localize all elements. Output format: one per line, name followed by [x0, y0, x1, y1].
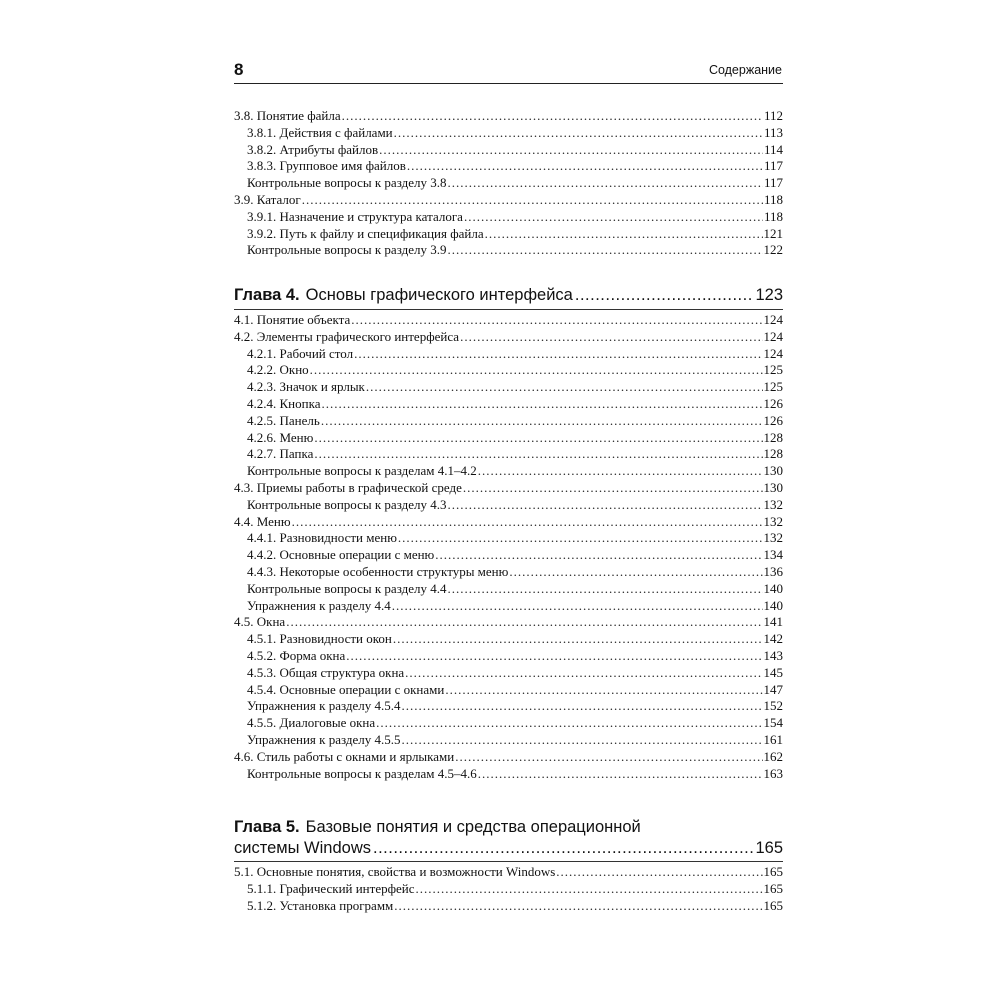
toc-entry-page: 117 — [763, 158, 783, 174]
toc-entry-page: 118 — [763, 208, 783, 224]
toc-entry[interactable] — [234, 379, 783, 396]
toc-entry[interactable] — [234, 209, 783, 226]
toc-entry-page: 165 — [763, 864, 783, 879]
toc-entry[interactable] — [234, 413, 783, 430]
toc-entry[interactable] — [234, 125, 783, 142]
toc-entry[interactable] — [234, 581, 783, 598]
toc-entry[interactable] — [234, 732, 783, 749]
toc-entry-page: 126 — [763, 395, 783, 411]
toc-entry-page: 117 — [763, 175, 783, 191]
leader-dots — [447, 175, 763, 192]
toc-entry-page: 152 — [763, 698, 783, 714]
leader-dots — [321, 413, 763, 430]
toc-entry[interactable] — [234, 480, 783, 497]
toc-section-4 — [234, 312, 783, 782]
toc-entry-page: 113 — [763, 124, 783, 140]
toc-entry[interactable] — [234, 631, 783, 648]
toc-entry[interactable] — [234, 614, 783, 631]
toc-entry-page: 125 — [763, 379, 783, 395]
toc-entry-page: 154 — [763, 715, 783, 731]
toc-entry-page: 145 — [763, 664, 783, 680]
leader-dots — [464, 209, 763, 226]
leader-dots — [286, 614, 762, 631]
toc-entry-title: 4.2.2. Окно — [247, 362, 309, 378]
chapter-label: Глава 5. — [234, 818, 300, 836]
toc-entry[interactable] — [234, 362, 783, 379]
toc-entry[interactable] — [234, 898, 783, 915]
leader-dots — [373, 838, 753, 859]
chapter-4-heading[interactable] — [234, 285, 783, 306]
leader-dots — [398, 530, 763, 547]
toc-entry-page: 124 — [763, 328, 783, 344]
toc-entry-page: 130 — [763, 463, 783, 479]
toc-entry-page: 143 — [763, 647, 783, 663]
chapter-page: 165 — [755, 839, 783, 857]
toc-entry-page: 165 — [763, 897, 783, 913]
toc-entry-page: 130 — [763, 479, 783, 495]
leader-dots — [366, 379, 763, 396]
toc-entry[interactable] — [234, 108, 783, 125]
toc-entry[interactable] — [234, 346, 783, 363]
toc-entry-title: 4.2.4. Кнопка — [247, 395, 321, 411]
toc-entry[interactable] — [234, 329, 783, 346]
leader-dots — [392, 598, 763, 615]
toc-entry-title: 4.2.6. Меню — [247, 429, 314, 445]
toc-entry-page: 147 — [763, 681, 783, 697]
toc-entry-title: 4.5.4. Основные операции с окнами — [247, 681, 445, 697]
leader-dots — [302, 192, 763, 209]
toc-entry-title: Контрольные вопросы к разделу 4.4 — [247, 580, 447, 596]
leader-dots — [342, 108, 763, 125]
leader-dots — [447, 242, 762, 259]
toc-entry-title: 4.1. Понятие объекта — [234, 312, 351, 327]
chapter-title: Основы графического интерфейса — [305, 286, 573, 304]
leader-dots — [435, 547, 762, 564]
toc-entry[interactable] — [234, 242, 783, 259]
leader-dots — [402, 732, 763, 749]
toc-entry-title: 4.6. Стиль работы с окнами и ярлыками — [234, 748, 455, 764]
toc-entry-page: 125 — [763, 362, 783, 378]
toc-entry-title: 5.1.1. Графический интерфейс — [247, 880, 415, 896]
toc-entry-title: 5.1.2. Установка программ — [247, 897, 394, 913]
toc-entry[interactable] — [234, 682, 783, 699]
toc-entry-title: 3.9. Каталог — [234, 191, 301, 207]
toc-entry-title: 3.9.1. Назначение и структура каталога — [247, 208, 463, 224]
toc-entry-title: 4.4.3. Некоторые особенности структуры меню — [247, 563, 509, 579]
toc-entry-title: Контрольные вопросы к разделу 4.3 — [247, 496, 447, 512]
chapter-title-line1: Базовые понятия и средства операционной — [305, 818, 641, 836]
toc-entry[interactable] — [234, 192, 783, 209]
toc-entry-page: 165 — [763, 880, 783, 896]
toc-entry-title: 4.2.1. Рабочий стол — [247, 345, 354, 361]
toc-entry[interactable] — [234, 497, 783, 514]
toc-entry[interactable] — [234, 175, 783, 192]
leader-dots — [402, 698, 763, 715]
toc-entry-page: 124 — [763, 345, 783, 361]
leader-dots — [447, 497, 762, 514]
leader-dots — [485, 226, 763, 243]
leader-dots — [379, 142, 763, 159]
toc-entry[interactable] — [234, 142, 783, 159]
leader-dots — [575, 285, 754, 306]
leader-dots — [354, 346, 762, 363]
toc-entry-title: Контрольные вопросы к разделам 4.1–4.2 — [247, 463, 477, 479]
toc-entry-title: 3.8.1. Действия с файлами — [247, 124, 393, 140]
toc-entry[interactable] — [234, 312, 783, 329]
leader-dots — [314, 430, 762, 447]
toc-entry-page: 136 — [763, 563, 783, 579]
leader-dots — [376, 715, 762, 732]
toc-entry-title: 4.2.5. Панель — [247, 412, 320, 428]
toc-entry[interactable] — [234, 158, 783, 175]
toc-entry-title: 5.1. Основные понятия, свойства и возможности Windows — [234, 864, 556, 879]
chapter-5-heading[interactable] — [234, 817, 783, 859]
leader-dots — [394, 125, 763, 142]
header-rule — [234, 83, 783, 84]
leader-dots — [445, 682, 762, 699]
toc-entry[interactable] — [234, 564, 783, 581]
toc-entry-title: 4.3. Приемы работы в графической среде — [234, 479, 462, 495]
chapter-4-rule — [234, 309, 783, 310]
leader-dots — [346, 648, 762, 665]
toc-entry-page: 126 — [763, 412, 783, 428]
toc-entry-title: 4.2. Элементы графического интерфейса — [234, 328, 460, 344]
toc-entry-title: 4.4. Меню — [234, 513, 291, 529]
leader-dots — [321, 396, 762, 413]
toc-section-3 — [234, 108, 783, 259]
toc-entry-title: 4.2.3. Значок и ярлык — [247, 379, 365, 395]
toc-entry-page: 132 — [763, 496, 783, 512]
leader-dots — [393, 631, 763, 648]
toc-entry-page: 163 — [763, 765, 783, 781]
toc-entry-title: 3.9.2. Путь к файлу и спецификация файла — [247, 225, 484, 241]
toc-entry[interactable] — [234, 396, 783, 413]
toc-entry-title: 3.8.2. Атрибуты файлов — [247, 141, 379, 157]
toc-entry-page: 128 — [763, 446, 783, 462]
toc-entry[interactable] — [234, 766, 783, 783]
leader-dots — [447, 581, 762, 598]
toc-section-5 — [234, 864, 783, 914]
toc-entry-page: 161 — [763, 731, 783, 747]
toc-entry-title: 3.8.3. Групповое имя файлов — [247, 158, 406, 174]
toc-entry[interactable] — [234, 226, 783, 243]
chapter-title-line2: системы Windows — [234, 839, 371, 857]
toc-entry[interactable] — [234, 530, 783, 547]
chapter-label: Глава 4. — [234, 286, 300, 304]
toc-entry[interactable] — [234, 446, 783, 463]
toc-entry-page: 162 — [763, 748, 783, 764]
toc-entry-page: 132 — [763, 513, 783, 529]
toc-entry-page: 122 — [763, 242, 783, 258]
toc-entry-page: 112 — [763, 108, 783, 123]
toc-entry-page: 140 — [763, 597, 783, 613]
leader-dots — [478, 463, 763, 480]
toc-entry-page: 128 — [763, 429, 783, 445]
toc-entry-title: 4.5.3. Общая структура окна — [247, 664, 405, 680]
leader-dots — [407, 158, 763, 175]
toc-entry[interactable] — [234, 715, 783, 732]
toc-entry-page: 140 — [763, 580, 783, 596]
toc-entry-title: 4.2.7. Папка — [247, 446, 314, 462]
leader-dots — [455, 749, 762, 766]
toc-entry[interactable] — [234, 547, 783, 564]
toc-entry[interactable] — [234, 698, 783, 715]
toc-entry-title: 4.4.2. Основные операции с меню — [247, 547, 435, 563]
toc-entry-page: 141 — [763, 614, 783, 630]
toc-entry-title: Упражнения к разделу 4.5.4 — [247, 698, 401, 714]
toc-entry[interactable] — [234, 514, 783, 531]
leader-dots — [416, 881, 763, 898]
toc-entry-title: 4.5.2. Форма окна — [247, 647, 346, 663]
toc-entry[interactable] — [234, 881, 783, 898]
toc-entry[interactable] — [234, 749, 783, 766]
toc-entry[interactable] — [234, 430, 783, 447]
toc-entry[interactable] — [234, 463, 783, 480]
toc-entry-title: Упражнения к разделу 4.4 — [247, 597, 391, 613]
toc-entry-title: 4.5. Окна — [234, 614, 286, 630]
toc-entry-title: 4.5.1. Разновидности окон — [247, 631, 392, 647]
toc-entry-page: 142 — [763, 631, 783, 647]
toc-entry-title: 4.4.1. Разновидности меню — [247, 530, 397, 546]
chapter-page: 123 — [755, 286, 783, 304]
chapter-5-rule — [234, 861, 783, 862]
leader-dots — [405, 665, 762, 682]
leader-dots — [509, 564, 762, 581]
toc-entry-title: Контрольные вопросы к разделу 3.9 — [247, 242, 447, 258]
toc-entry[interactable] — [234, 665, 783, 682]
toc-entry-page: 134 — [763, 547, 783, 563]
leader-dots — [460, 329, 762, 346]
toc-entry-page: 114 — [763, 141, 783, 157]
toc-entry-title: 3.8. Понятие файла — [234, 108, 341, 123]
leader-dots — [310, 362, 763, 379]
toc-entry[interactable] — [234, 648, 783, 665]
leader-dots — [314, 446, 762, 463]
toc-entry[interactable] — [234, 598, 783, 615]
toc-entry-page: 121 — [763, 225, 783, 241]
toc-entry-page: 132 — [763, 530, 783, 546]
toc-entry-title: 4.5.5. Диалоговые окна — [247, 715, 376, 731]
leader-dots — [556, 864, 762, 881]
leader-dots — [463, 480, 763, 497]
page-number: 8 — [234, 60, 244, 79]
toc-entry-title: Контрольные вопросы к разделам 4.5–4.6 — [247, 765, 477, 781]
leader-dots — [351, 312, 762, 329]
running-head: Содержание — [708, 63, 782, 77]
toc-entry[interactable] — [234, 864, 783, 881]
toc-entry-title: Контрольные вопросы к разделу 3.8 — [247, 175, 447, 191]
leader-dots — [394, 898, 762, 915]
leader-dots — [292, 514, 763, 531]
toc-entry-page: 124 — [763, 312, 783, 327]
toc-entry-title: Упражнения к разделу 4.5.5 — [247, 731, 401, 747]
leader-dots — [478, 766, 763, 783]
toc-entry-page: 118 — [763, 191, 783, 207]
